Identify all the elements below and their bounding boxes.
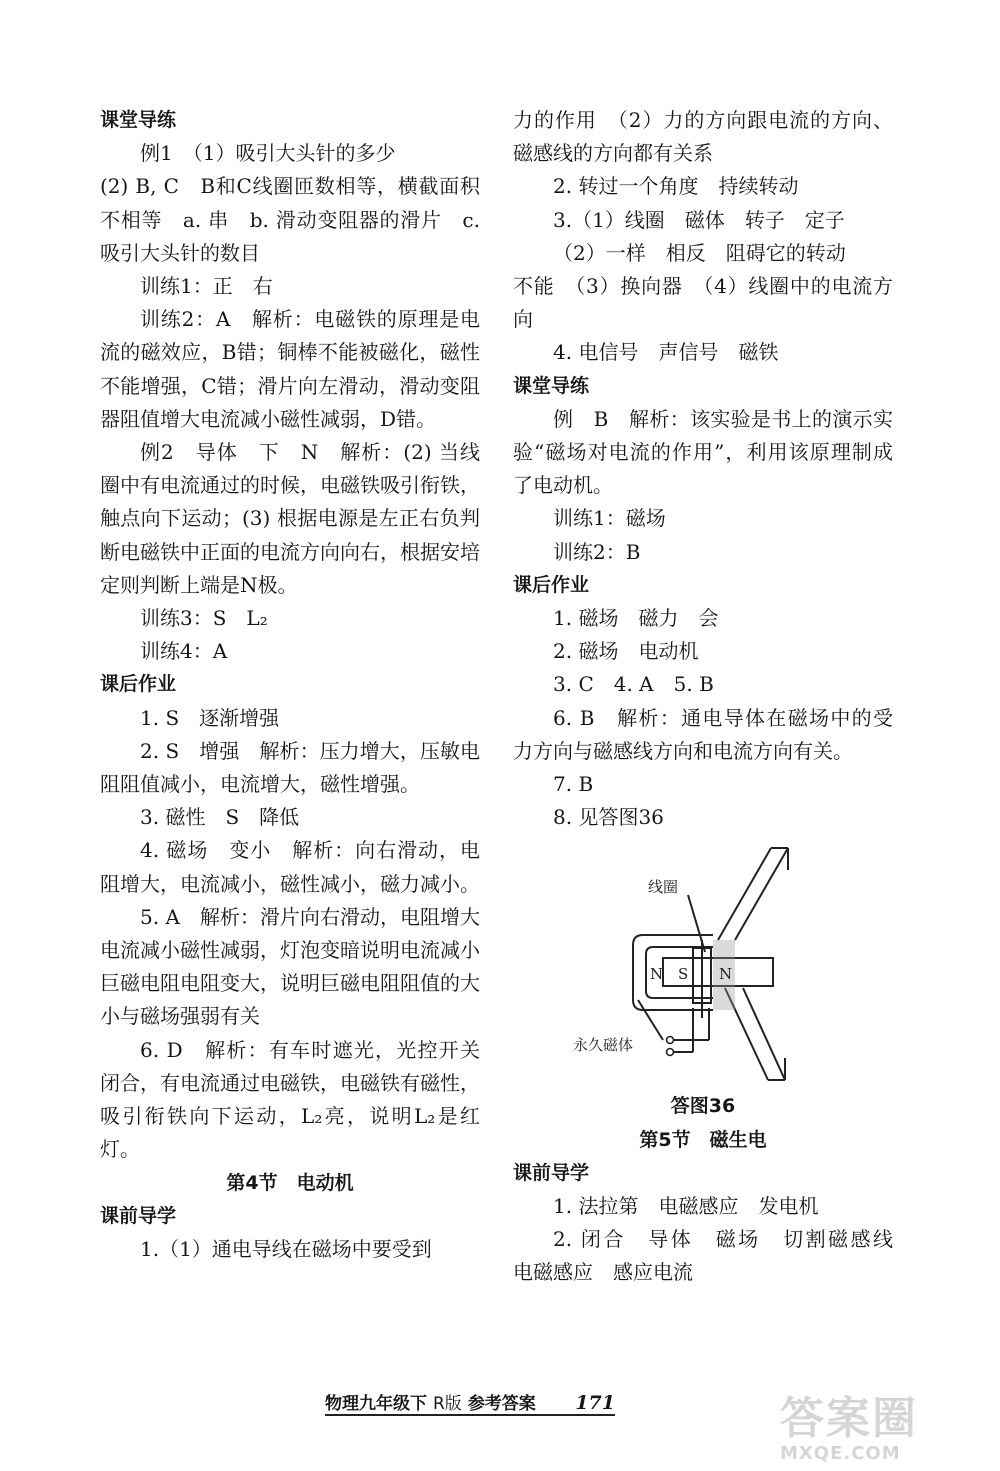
answer-paragraph: 不能 （3）换向器 （4）线圈中的电流方向 — [513, 274, 893, 332]
answer-paragraph: 训练3：S L₂ — [140, 606, 268, 631]
watermark — [780, 1395, 990, 1463]
answer-paragraph: 1. 磁场 磁力 会 — [553, 606, 719, 631]
section-heading: 课后作业 — [100, 673, 177, 696]
answer-paragraph: 例 B 解析：该实验是书上的演示实验“磁场对电流的作用”，利用该原理制成了电动机。 — [513, 406, 893, 498]
right-column-bottom — [513, 1124, 913, 1290]
motor-diagram — [513, 840, 893, 1090]
answer-paragraph: 训练4：A — [140, 639, 228, 664]
answer-paragraph: 训练2：A 解析：电磁铁的原理是电流的磁效应，B错；铜棒不能被磁化，磁性不能增强，C错；滑片向左滑动，滑动变阻器阻值增大电流减小磁性减弱，D错。 — [100, 307, 480, 431]
answer-paragraph: 7. B — [553, 772, 594, 797]
answer-paragraph: 6. D 解析：有车时遮光，光控开关闭合，有电流通过电磁铁，电磁铁有磁性，吸引衔铁向下运动，L₂亮，说明L₂是红灯。 — [100, 1037, 480, 1162]
section-heading: 课前导学 — [513, 1161, 590, 1184]
answer-paragraph: (2) B, C B和C线圈匝数相等，横截面积不相等 a. 串 b. 滑动变阻器的滑片 c. 吸引大头针的数目 — [100, 174, 480, 265]
answer-paragraph: 例2 导体 下 N 解析：(2) 当线圈中有电流通过的时候，电磁铁吸引衔铁，触点向下运动；(3) 根据电源是左正右负判断电磁铁中正面的电流方向向右，根据安培定则判断上端是N极。 — [100, 440, 480, 597]
pole-s: S — [678, 965, 689, 984]
frame-line — [718, 848, 771, 940]
frame-line — [743, 988, 785, 1080]
watermark-url: MXQE.COM — [780, 1443, 901, 1464]
section-heading: 课前导学 — [100, 1204, 177, 1227]
answer-paragraph: 1. S 逐渐增强 — [140, 705, 280, 730]
answer-paragraph: 1. 法拉第 电磁感应 发电机 — [553, 1194, 819, 1219]
coil-leader — [688, 895, 705, 952]
section-heading: 课堂导练 — [100, 109, 177, 131]
answer-paragraph: 2. 转过一个角度 持续转动 — [553, 174, 799, 199]
section-title: 第4节 电动机 — [226, 1171, 354, 1194]
page-footer — [325, 1386, 615, 1416]
page-number: 171 — [575, 1392, 615, 1414]
section-heading: 课堂导练 — [513, 374, 590, 397]
frame-line — [735, 848, 788, 940]
figure-caption: 答图36 — [670, 1095, 736, 1118]
terminal — [667, 1049, 674, 1056]
answer-paragraph: 1.（1）通电导线在磁场中要受到 — [140, 1236, 432, 1261]
answer-paragraph: 3. C 4. A 5. B — [553, 672, 714, 697]
answer-paragraph: 2. 磁场 电动机 — [553, 639, 699, 664]
pole-n-right: N — [719, 965, 733, 984]
answer-paragraph: 3.（1）线圈 磁体 转子 定子 — [553, 207, 845, 232]
answer-paragraph: 2. S 增强 解析：压力增大，压敏电阻阻值减小，电流增大，磁性增强。 — [100, 738, 480, 797]
answer-paragraph: 例1 （1）吸引大头针的多少 — [140, 141, 396, 166]
answer-paragraph: 训练1：磁场 — [553, 506, 666, 531]
answer-paragraph: 5. A 解析：滑片向右滑动，电阻增大电流减小磁性减弱，灯泡变暗说明电流减小巨磁电阻电阻变大，说明巨磁电阻阻值的大小与磁场强弱有关 — [100, 904, 480, 1029]
answer-paragraph: 训练2：B — [553, 539, 641, 564]
answer-paragraph: 8. 见答图36 — [553, 805, 664, 830]
answer-paragraph: 2. 闭合 导体 磁场 切割磁感线 电磁感应 感应电流 — [513, 1227, 913, 1285]
answer-paragraph: （2）一样 相反 阻碍它的转动 — [553, 240, 846, 265]
answer-paragraph: 力的作用 （2）力的方向跟电流的方向、磁感线的方向都有关系 — [513, 108, 893, 166]
coil-label: 线圈 — [648, 878, 679, 897]
answer-paragraph: 训练1：正 右 — [140, 274, 273, 299]
answer-paragraph: 3. 磁性 S 降低 — [140, 805, 300, 830]
terminal — [667, 1037, 674, 1044]
pole-n-left: N — [650, 965, 664, 984]
watermark-logo: 答案圈 — [780, 1393, 918, 1444]
section-title: 第5节 磁生电 — [639, 1128, 767, 1151]
motor-figure — [513, 840, 893, 1090]
magnet-label: 永久磁体 — [573, 1036, 634, 1055]
footer-edition: R版 — [433, 1394, 462, 1414]
answer-paragraph: 4. 磁场 变小 解析：向右滑动，电阻增大，电流减小，磁性减小，磁力减小。 — [100, 838, 480, 896]
footer-answers: 参考答案 — [467, 1394, 536, 1414]
right-column-top — [513, 104, 893, 834]
answer-paragraph: 6. B 解析：通电导体在磁场中的受力方向与磁感线方向和电流方向有关。 — [513, 705, 893, 763]
right-column — [513, 104, 913, 1290]
section-heading: 课后作业 — [513, 573, 590, 596]
magnet-leader — [638, 1000, 663, 1040]
footer-subject: 物理九年级下 — [325, 1394, 427, 1414]
answer-paragraph: 4. 电信号 声信号 磁铁 — [553, 340, 779, 365]
left-column — [100, 104, 480, 1266]
